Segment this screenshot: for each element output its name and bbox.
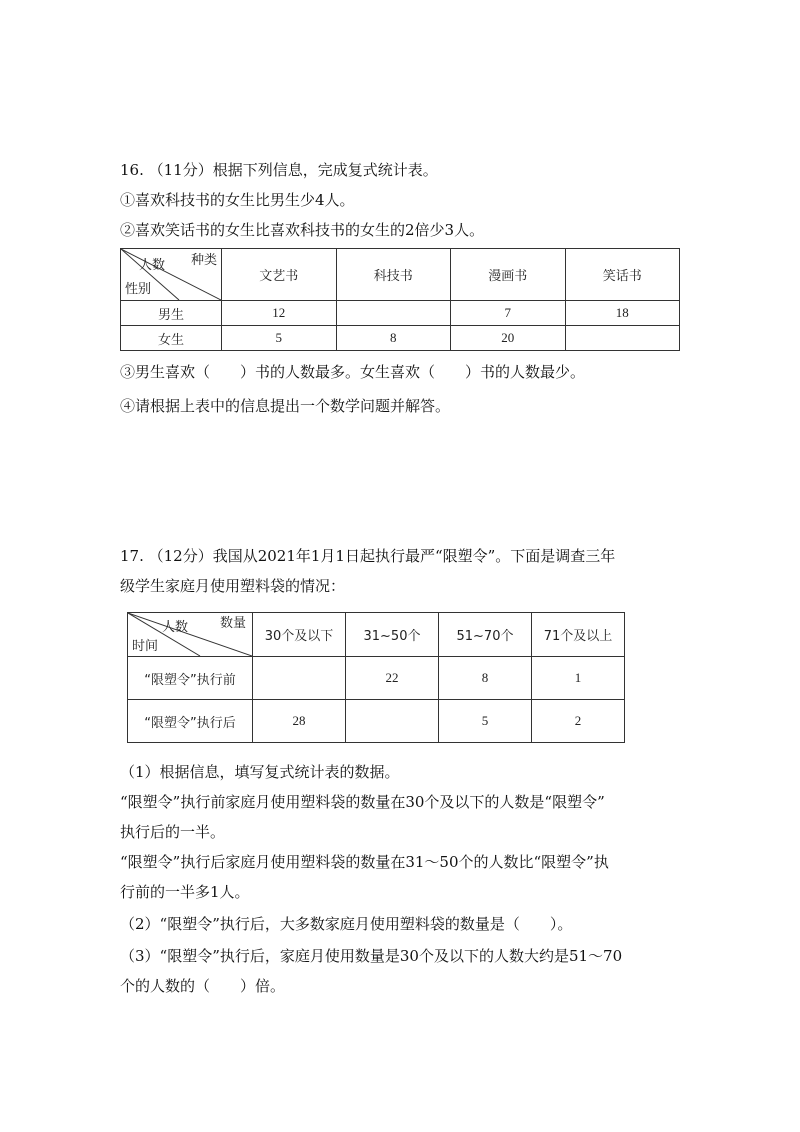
q17-corner-top: 数量 [219, 616, 246, 631]
q17-corner-mid: 人数 [162, 620, 189, 635]
q17-title-line1: 17. （12分）我国从2021年1月1日起执行最严“限塑令”。下面是调查三年 [120, 547, 616, 565]
q17-part-2: （2）“限塑令”执行后，大多数家庭月使用塑料袋的数量是（ ）。 [120, 915, 573, 933]
q17-col-header: 51~70个 [439, 613, 532, 657]
q17-row-label: “限塑令”执行前 [128, 657, 253, 700]
q17-col-header: 30个及以下 [253, 613, 346, 657]
q17-cell: 28 [253, 700, 346, 743]
q16-cell [336, 301, 451, 326]
q17-info-b-line1: “限塑令”执行后家庭月使用塑料袋的数量在31～50个的人数比“限塑令”执 [120, 853, 609, 871]
q16-col-header: 漫画书 [451, 249, 566, 301]
q16-col-header: 科技书 [336, 249, 451, 301]
q17-info-a-line2: 执行后的一半。 [120, 823, 226, 841]
q16-title: 16. （11分）根据下列信息，完成复式统计表。 [120, 161, 438, 179]
q16-row-label: 男生 [121, 301, 222, 326]
q16-cell [565, 326, 680, 351]
table-row [128, 700, 625, 743]
q17-part-3-line1: （3）“限塑令”执行后，家庭月使用数量是30个及以下的人数大约是51～70 [120, 947, 623, 965]
q16-cell: 7 [451, 301, 566, 326]
q16-info-2: ②喜欢笑话书的女生比喜欢科技书的女生的2倍少3人。 [120, 221, 485, 239]
q17-col-header: 71个及以上 [532, 613, 625, 657]
q17-cell: 1 [532, 657, 625, 700]
q17-cell [346, 700, 439, 743]
q17-info-b-line2: 行前的一半多1人。 [120, 883, 250, 901]
q16-corner-bottom: 性别 [125, 282, 152, 297]
q16-sub-3: ③男生喜欢（ ）书的人数最多。女生喜欢（ ）书的人数最少。 [120, 363, 586, 381]
q17-cell: 22 [346, 657, 439, 700]
table-row [121, 301, 680, 326]
q17-info-a-line1: “限塑令”执行前家庭月使用塑料袋的数量在30个及以下的人数是“限塑令” [120, 793, 605, 811]
q16-cell: 12 [222, 301, 337, 326]
q16-col-header: 文艺书 [222, 249, 337, 301]
q16-sub-4: ④请根据上表中的信息提出一个数学问题并解答。 [120, 397, 451, 415]
q17-cell [253, 657, 346, 700]
q16-cell: 5 [222, 326, 337, 351]
q17-table [127, 612, 625, 743]
table-row [128, 657, 625, 700]
q17-title-line2: 级学生家庭月使用塑料袋的情况： [120, 577, 346, 595]
q16-cell: 20 [451, 326, 566, 351]
table-row [121, 326, 680, 351]
q17-part-1: （1）根据信息，填写复式统计表的数据。 [120, 763, 400, 781]
q17-col-header: 31~50个 [346, 613, 439, 657]
q16-row-label: 女生 [121, 326, 222, 351]
q17-corner-bottom: 时间 [132, 639, 159, 654]
q16-info-1: ①喜欢科技书的女生比男生少4人。 [120, 191, 355, 209]
q17-cell: 2 [532, 700, 625, 743]
q16-corner-mid: 人数 [139, 258, 166, 273]
q16-cell: 8 [336, 326, 451, 351]
q16-corner-top: 种类 [190, 253, 217, 268]
q17-corner-cell [128, 613, 253, 657]
q17-part-3-line2: 个的人数的（ ）倍。 [120, 977, 286, 995]
q17-cell: 8 [439, 657, 532, 700]
q17-row-label: “限塑令”执行后 [128, 700, 253, 743]
q17-cell: 5 [439, 700, 532, 743]
q16-table [120, 248, 680, 351]
q16-corner-cell [121, 249, 222, 301]
q16-cell: 18 [565, 301, 680, 326]
q16-col-header: 笑话书 [565, 249, 680, 301]
